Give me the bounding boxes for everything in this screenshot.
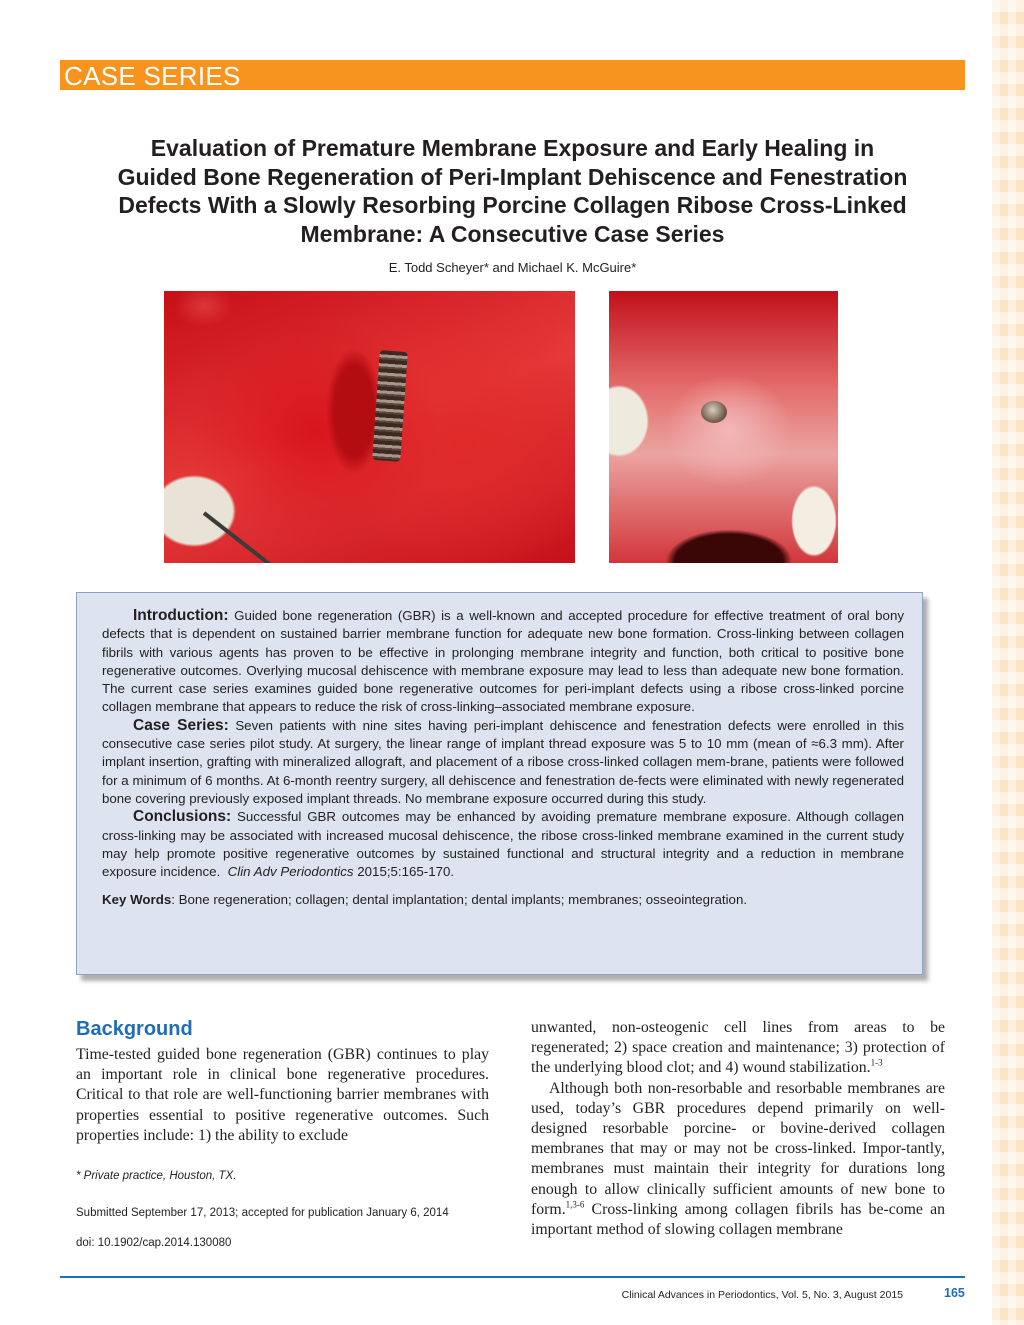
title-line: Defects With a Slowly Resorbing Porcine Collagen Ribose Cross-Linked <box>118 192 907 218</box>
footer-journal-info: Clinical Advances in Periodontics, Vol. 5, No. 3, August 2015 <box>621 1289 903 1301</box>
author-footnote: * Private practice, Houston, TX. <box>76 1170 237 1182</box>
implant-cap <box>701 401 727 423</box>
article-title <box>60 134 965 248</box>
abstract-case-heading: Case Series: <box>133 716 229 734</box>
keywords-heading: Key Words <box>102 892 172 908</box>
abstract-case-text: Seven patients with nine sites having peri-implant dehiscence and fenestration defects were enrolled in this consecutive case series pilot study. At surgery, the linear range of implant thread exposure was 5 to 10 mm (mean of ≈6.3 mm). After implant insertion, grafting with mineralized allograft, and placement of a ribose cross-linked collagen mem-brane, patients were followed for a minimum of 6 months. At 6-month reentry surgery, all dehiscence and fenestration de-fects were eliminated with newly regenerated bone covering previously exposed implant threads. No membrane exposure occurred during this study. <box>102 717 904 806</box>
title-line: Guided Bone Regeneration of Peri-Implant Dehiscence and Fenestration <box>117 163 908 190</box>
background-paragraph: Time-tested guided bone regeneration (GBR) continues to play an important role in clinical bone regenerative procedures. Critical to that role are well-functioning barrier membranes with properties essential to positive regenerative outcomes. Such properties include: 1) the ability to exclude <box>76 1046 489 1144</box>
body-text-run: Cross-linking among collagen fibrils has be-come an important method of slowing collagen membrane <box>531 1200 945 1239</box>
clinical-photo-surgery <box>164 291 575 563</box>
right-column <box>531 1018 945 1240</box>
abstract-citation-journal: Clin Adv Periodontics <box>227 864 354 880</box>
abstract-conclusions-heading: Conclusions: <box>133 808 232 826</box>
reference-mark: 1,3-6 <box>565 1199 585 1210</box>
title-line: Evaluation of Premature Membrane Exposure and Early Healing in <box>150 135 875 161</box>
periodontal-probe <box>203 511 387 563</box>
authors: E. Todd Scheyer* and Michael K. McGuire* <box>388 260 637 275</box>
body-text-run: unwanted, non-osteogenic cell lines from areas to be regenerated; 2) space creation and maintenance; 3) protection of the underlying blood clot; and 4) wound stabilization. <box>531 1019 945 1077</box>
body-paragraph <box>531 1018 945 1079</box>
body-paragraph <box>531 1079 945 1241</box>
submission-dates: Submitted September 17, 2013; accepted for publication January 6, 2014 <box>76 1207 449 1219</box>
background-heading: Background <box>76 1018 193 1040</box>
abstract-citation-detail: 2015;5:165-170. <box>353 864 455 880</box>
clinical-photo-reentry <box>609 291 838 563</box>
keywords-text: : Bone regeneration; collagen; dental implantation; dental implants; membranes; osseointegration. <box>171 892 748 908</box>
section-banner <box>60 60 965 90</box>
banner-label: CASE SERIES <box>64 61 241 91</box>
body-text-run: Although both non-resorbable and resorbable membranes are used, today’s GBR procedures depend primarily on well-designed resorbable porcine- or bovine-derived collagen membranes that may or may not be cross-linked. Impor-tantly, membranes must maintain their integrity for durations long enough to allow clinically sufficient amounts of new bone to form. <box>531 1079 945 1218</box>
abstract-conclusions-text: Successful GBR outcomes may be enhanced by avoiding premature membrane exposure. Although collagen cross-linking may be associated with increased mucosal dehiscence, the ribose cross-linked membrane examined in the current study may help promote positive regenerative outcomes by sustained functional and structural integrity and a reduction in membrane exposure incidence. <box>102 809 904 880</box>
abstract-intro-text: Guided bone regeneration (GBR) is a well-known and accepted procedure for effective treatment of oral bony defects that is dependent on sustained barrier membrane function for adequate new bone formation. Cross-linking between collagen fibrils with various agents has proven to be effective in prolonging membrane integrity and function, both critical to positive bone regenerative outcomes. Overlying mucosal dehiscence with membrane exposure may lead to less than adequate new bone formation. The current case series examines guided bone regenerative outcomes for peri-implant defects using a ribose cross-linked porcine collagen membrane that appears to reduce the risk of cross-linking–associated membrane exposure. <box>102 608 904 715</box>
footer-rule <box>60 1276 965 1278</box>
abstract-intro-heading: Introduction: <box>133 607 229 624</box>
doi: doi: 10.1902/cap.2014.130080 <box>76 1237 232 1249</box>
page-number: 165 <box>944 1286 965 1300</box>
reference-mark: 1-3 <box>870 1058 883 1069</box>
left-column <box>76 1018 489 1146</box>
implant-threads <box>372 350 408 462</box>
abstract-box <box>76 592 923 975</box>
title-line: Membrane: A Consecutive Case Series <box>300 220 725 247</box>
decorative-edge-strip <box>992 0 1024 1325</box>
